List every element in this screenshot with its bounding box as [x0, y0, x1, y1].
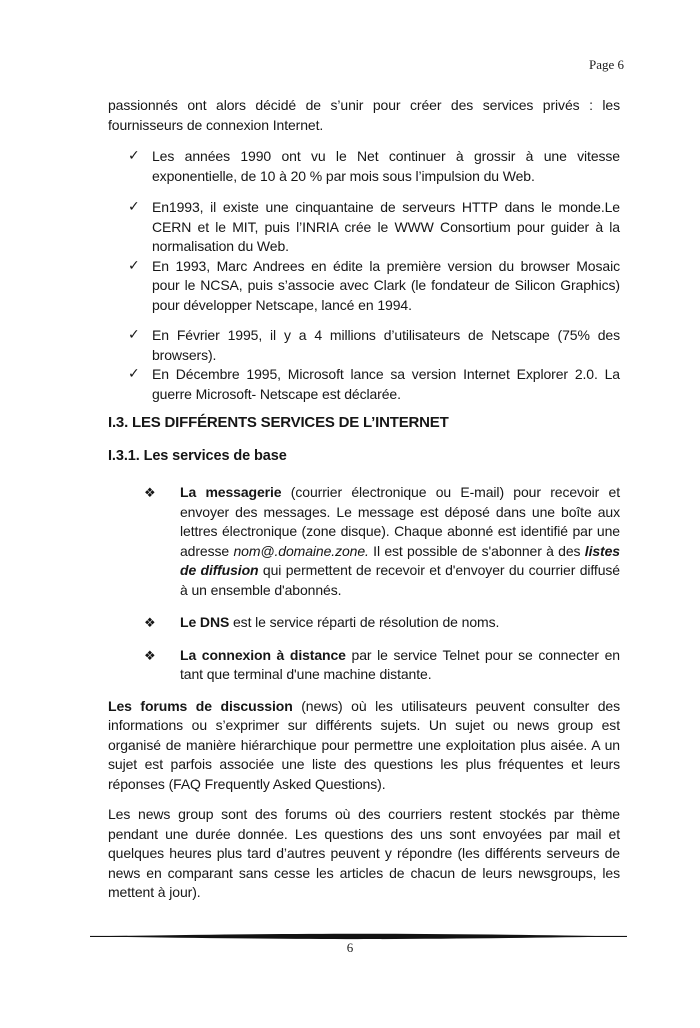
diamond-bullet-icon: ❖ [144, 648, 156, 664]
text-run: En 1993, Marc Andrees en édite la première version du browser Mosaic pour le NCSA, puis s’associe avec Clark (le fondateur de Silicon Graphics) pour développer Netscape, lancé en 1994. [152, 257, 620, 313]
text-run: listes de diffusion [180, 542, 620, 578]
paragraph-intro [108, 96, 620, 135]
text-run: (news) où les utilisateurs peuvent consulter des informations ou s’exprimer sur différents sujets. Un sujet ou news group est organisé de manière hiérarchique pour permettre une exploitation plus aisée. A un sujet est parfois associée une liste des questions les plus fréquentes et leurs réponses (FAQ Frequently Asked Questions). [108, 697, 620, 792]
milestone-list-group-2 [108, 198, 620, 315]
list-item-text [152, 366, 620, 402]
check-icon: ✓ [128, 257, 140, 274]
diamond-bullet-icon: ❖ [144, 616, 156, 631]
text-run: La messagerie [180, 484, 282, 500]
check-icon: ✓ [128, 366, 140, 382]
list-item-text [152, 199, 620, 254]
check-icon: ✓ [128, 327, 140, 343]
text-run: En Février 1995, il y a 4 millions d’utilisateurs de Netscape (75% des browsers). [152, 327, 620, 363]
text-run: Il est possible de s'abonner à des [368, 542, 585, 559]
list-item [108, 257, 620, 316]
paragraph-newsgroups [108, 805, 620, 903]
text-run: est le service réparti de résolution de noms. [229, 614, 500, 630]
list-item [108, 646, 620, 685]
text-run: Les news group sont des forums où des courriers restent stockés par thème pendant une durée donnée. Les questions des uns sont envoyées par mail et quelques heures plus tard d’autres peuvent y répondre (les différents serveurs de news en comparant sans cesse les articles de chacun de leurs newsgroups, les mettent à jour). [108, 806, 620, 900]
page-header-label: Page 6 [588, 57, 624, 72]
text-run: nom@.domaine.zone. [233, 542, 369, 559]
check-icon: ✓ [128, 148, 140, 164]
list-item-text [152, 258, 620, 313]
text-run: qui permettent de recevoir et d'envoyer du courrier diffusé à un ensemble d'abonnés. [180, 562, 620, 598]
list-item [108, 483, 620, 600]
text-run: La connexion à distance [180, 646, 346, 663]
page-content [108, 96, 620, 903]
page-header [589, 57, 624, 73]
text-run: Les forums de discussion [108, 697, 293, 714]
milestone-list-group-3 [108, 326, 620, 404]
text-run: Le DNS [180, 614, 230, 630]
text-run: Les années 1990 ont vu le Net continuer à grossir à une vitesse exponentielle, de 10 à 20 % par mois sous l’impulsion du Web. [152, 148, 620, 184]
footer-rule [90, 933, 627, 940]
text-run: passionnés ont alors décidé de s’unir pour créer des services privés : les fournisseurs de connexion Internet. [108, 97, 620, 133]
list-item-text [180, 614, 499, 630]
text-run: En1993, il existe une cinquantaine de serveurs HTTP dans le monde.Le CERN et le MIT, puis l’INRIA crée le WWW Consortium pour guider à la normalisation du Web. [152, 199, 620, 254]
text-run: par le service Telnet pour se connecter en tant que terminal d'une machine distante. [180, 646, 620, 682]
list-item [108, 365, 620, 404]
list-item [108, 326, 620, 365]
list-item-text [180, 647, 620, 683]
check-icon: ✓ [128, 199, 140, 215]
section-heading-services: I.3. LES DIFFÉRENTS SERVICES DE L’INTERNET [108, 414, 449, 431]
list-item [108, 147, 620, 186]
diamond-bullet-icon: ❖ [144, 486, 156, 501]
text-run: (courrier électronique ou E-mail) pour recevoir et envoyer des messages. Le message est déposé dans une boîte aux lettres électronique (zone disque). Chaque abonné est identifié par une adresse [180, 484, 620, 559]
list-item [108, 198, 620, 257]
paragraph-forums [108, 697, 620, 795]
list-item-text [180, 484, 620, 598]
list-item-text [152, 327, 620, 363]
list-item [108, 613, 620, 633]
text-run: En Décembre 1995, Microsoft lance sa version Internet Explorer 2.0. La guerre Microsoft- Netscape est déclarée. [152, 366, 620, 402]
base-services-list [108, 483, 620, 685]
subsection-heading-base-services: I.3.1. Les services de base [108, 448, 287, 464]
list-item-text [152, 148, 620, 184]
footer-page-number: 6 [346, 940, 354, 955]
milestone-list-group-1 [108, 147, 620, 186]
